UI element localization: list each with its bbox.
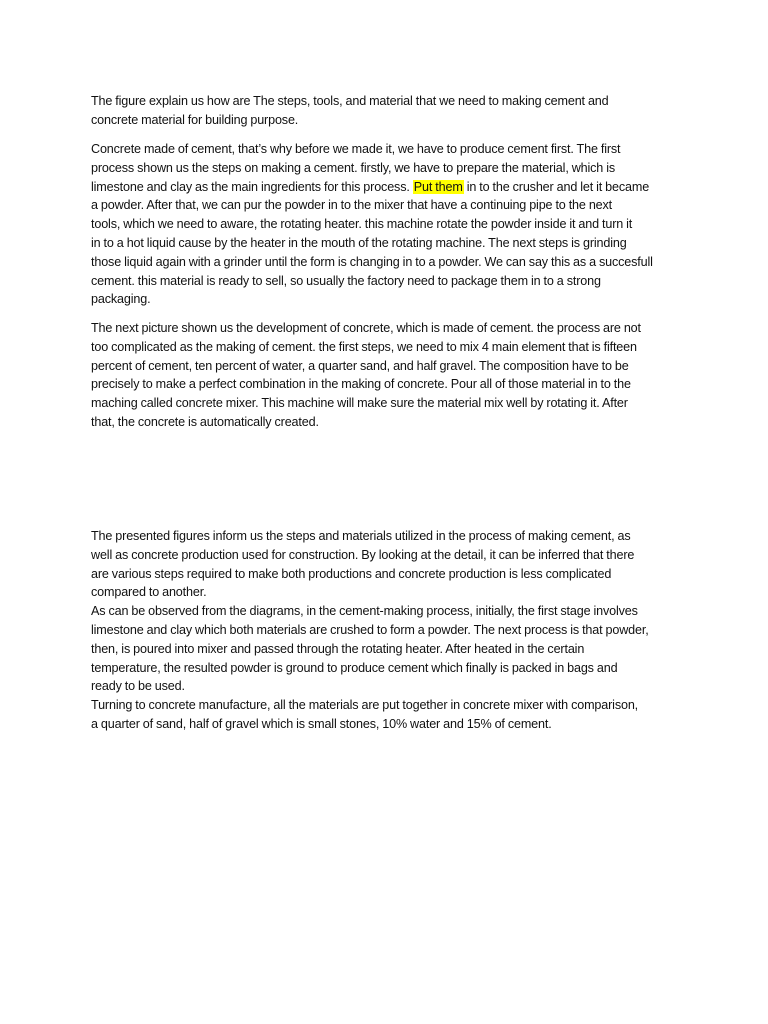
paragraph-text: The figure explain us how are The steps, tools, and material that we need to making cement and concrete material for building purpose.	[91, 94, 609, 127]
paragraph-intro	[91, 92, 691, 130]
paragraph-text	[91, 140, 691, 309]
paragraph-text: The presented figures inform us the steps and materials utilized in the process of making cement, as well as concrete production used for construction. By looking at the detail, it can be inferred that there are various steps required to make both productions and concrete production is less complicated compared to another. As can be observed from the diagrams, in the cement-making process, initially, the first stage involves limestone and clay which both materials are crushed to form a powder. The next process is that powder, then, is poured into mixer and passed through the rotating heater. After heated in the certain temperature, the resulted powder is ground to produce cement which finally is packed in bags and ready to be used. Turning to concrete manufacture, all the materials are put together in concrete mixer with comparison, a quarter of sand, half of gravel which is small stones, 10% water and 15% of cement.	[91, 529, 649, 731]
paragraph-concrete-process	[91, 319, 691, 432]
highlighted-phrase: Put them	[413, 179, 463, 194]
paragraph-cement-process	[91, 140, 691, 309]
paragraph-text-end: in to the crusher and let it became a powder. After that, we can pur the powder in to the mixer that have a continuing pipe to the next tools, which we need to aware, the rotating heater. this machine rotate the powder inside it and turn it in to a hot liquid cause by the heater in the mouth of the rotating machine. The next steps is grinding those liquid again with a grinder until the form is changing in to a powder. We can say this as a succesfull cement. this material is ready to sell, so usually the factory need to package them in to a strong packaging.	[91, 179, 653, 307]
paragraph-summary	[91, 527, 691, 734]
paragraph-text: The next picture shown us the development of concrete, which is made of cement. the process are not too complicated as the making of cement. the first steps, we need to mix 4 main element that is fifteen percent of cement, ten percent of water, a quarter sand, and half gravel. The composition have to be precisely to make a perfect combination in the making of concrete. Pour all of those material in to the maching called concrete mixer. This machine will make sure the material mix well by rotating it. After that, the concrete is automatically created.	[91, 321, 641, 429]
paragraph-text-start: Concrete made of cement, that’s why before we made it, we have to produce cement first. The first process shown us the steps on making a cement. firstly, we have to prepare the material, which is limestone and clay as the main ingredients for this process.	[91, 142, 621, 194]
